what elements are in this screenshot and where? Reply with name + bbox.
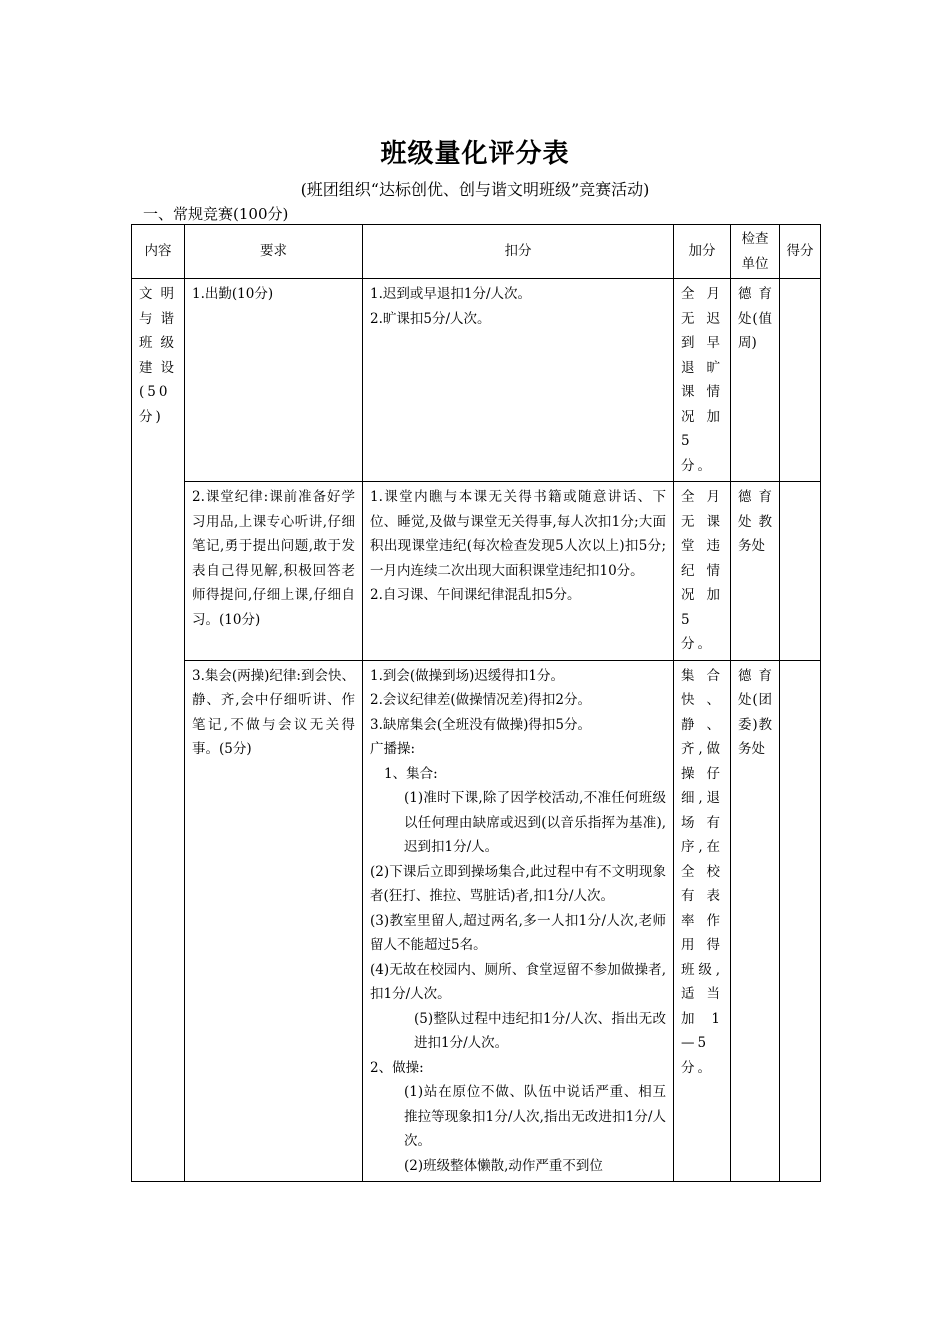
table-header-row bbox=[132, 225, 821, 279]
deduction-line: 1.课堂内瞧与本课无关得书籍或随意讲话、下位、睡觉,及做与课堂无关得事,每人次扣1分;大面积出现课堂违纪(每次检查发现5人次以上)扣5分;一月内连续二次出现大面积课堂违纪扣10分。 bbox=[370, 489, 666, 579]
deduction-line: (4)无故在校园内、厕所、食堂逗留不参加做操者,扣1分/人次。 bbox=[370, 961, 666, 1002]
deduction-cell bbox=[363, 660, 674, 1182]
deduction-cell bbox=[363, 279, 674, 482]
bonus-cell: 全月无迟到早退旷课情况加5分。 bbox=[674, 279, 731, 482]
deduction-line: 广播操: bbox=[370, 741, 416, 757]
header-bonus: 加分 bbox=[674, 225, 731, 279]
table-row bbox=[132, 660, 821, 1182]
bonus-cell: 集合快、静、齐,做操仔细,退场有序,在全校有表率作用得班级,适当加1—5分。 bbox=[674, 660, 731, 1182]
deduction-line: (2)班级整体懒散,动作严重不到位 bbox=[404, 1157, 603, 1174]
table-row bbox=[132, 482, 821, 661]
section-heading: 一、常规竞赛(100分) bbox=[143, 205, 289, 223]
deduction-line: 2.自习课、午间课纪律混乱扣5分。 bbox=[370, 587, 581, 603]
page-title: 班级量化评分表 bbox=[380, 139, 570, 169]
deduction-line: 2.旷课扣5分/人次。 bbox=[370, 310, 491, 327]
score-cell[interactable] bbox=[780, 279, 821, 482]
deduction-line: 1.迟到或早退扣1分/人次。 bbox=[370, 286, 532, 302]
deduction-line: 1.到会(做操到场)迟缓得扣1分。 bbox=[370, 667, 565, 684]
check-unit-cell: 德育处(值周) bbox=[731, 279, 780, 482]
score-cell[interactable] bbox=[780, 660, 821, 1182]
bonus-cell: 全月无课堂违纪情况加5分。 bbox=[674, 482, 731, 661]
deduction-line: 2.会议纪律差(做操情况差)得扣2分。 bbox=[370, 692, 592, 708]
score-table bbox=[131, 224, 821, 1182]
score-cell[interactable] bbox=[780, 482, 821, 661]
header-requirement: 要求 bbox=[185, 225, 363, 279]
requirement-cell: 2.课堂纪律:课前准备好学习用品,上课专心听讲,仔细笔记,勇于提出问题,敢于发表自己得见解,积极回答老师得提问,仔细上课,仔细自习。(10分) bbox=[185, 482, 363, 661]
requirement-cell: 1.出勤(10分) bbox=[185, 279, 363, 482]
deduction-line: (1)准时下课,除了因学校活动,不准任何班级以任何理由缺席或迟到(以音乐指挥为基准),迟到扣1分/人。 bbox=[404, 790, 666, 855]
header-check-unit: 检查单位 bbox=[731, 225, 780, 279]
table-row bbox=[132, 279, 821, 482]
page-subtitle: (班团组织“达标创优、创与谐文明班级”竞赛活动) bbox=[300, 180, 650, 199]
header-content: 内容 bbox=[132, 225, 185, 279]
deduction-line: (2)下课后立即到操场集合,此过程中有不文明现象者(狂打、推拉、骂脏话)者,扣1分/人次。 bbox=[370, 863, 666, 904]
check-unit-cell: 德育处(团委)教务处 bbox=[731, 660, 780, 1182]
deduction-line: 3.缺席集会(全班没有做操)得扣5分。 bbox=[370, 716, 592, 733]
requirement-cell: 3.集会(两操)纪律:到会快、静、齐,会中仔细听讲、作笔记,不做与会议无关得事。(5分) bbox=[185, 660, 363, 1182]
deduction-line: (5)整队过程中违纪扣1分/人次、指出无改进扣1分/人次。 bbox=[414, 1010, 666, 1051]
header-deduction: 扣分 bbox=[363, 225, 674, 279]
deduction-line: (3)教室里留人,超过两名,多一人扣1分/人次,老师留人不能超过5名。 bbox=[370, 912, 666, 953]
deduction-line: 1、集合: bbox=[384, 765, 438, 782]
check-unit-cell: 德育处教务处 bbox=[731, 482, 780, 661]
header-score: 得分 bbox=[780, 225, 821, 279]
category-cell: 文明与谐班级建设(50分) bbox=[132, 279, 185, 1182]
deduction-cell bbox=[363, 482, 674, 661]
deduction-line: 2、做操: bbox=[370, 1059, 424, 1076]
deduction-line: (1)站在原位不做、队伍中说话严重、相互推拉等现象扣1分/人次,指出无改进扣1分/人次。 bbox=[404, 1084, 666, 1149]
